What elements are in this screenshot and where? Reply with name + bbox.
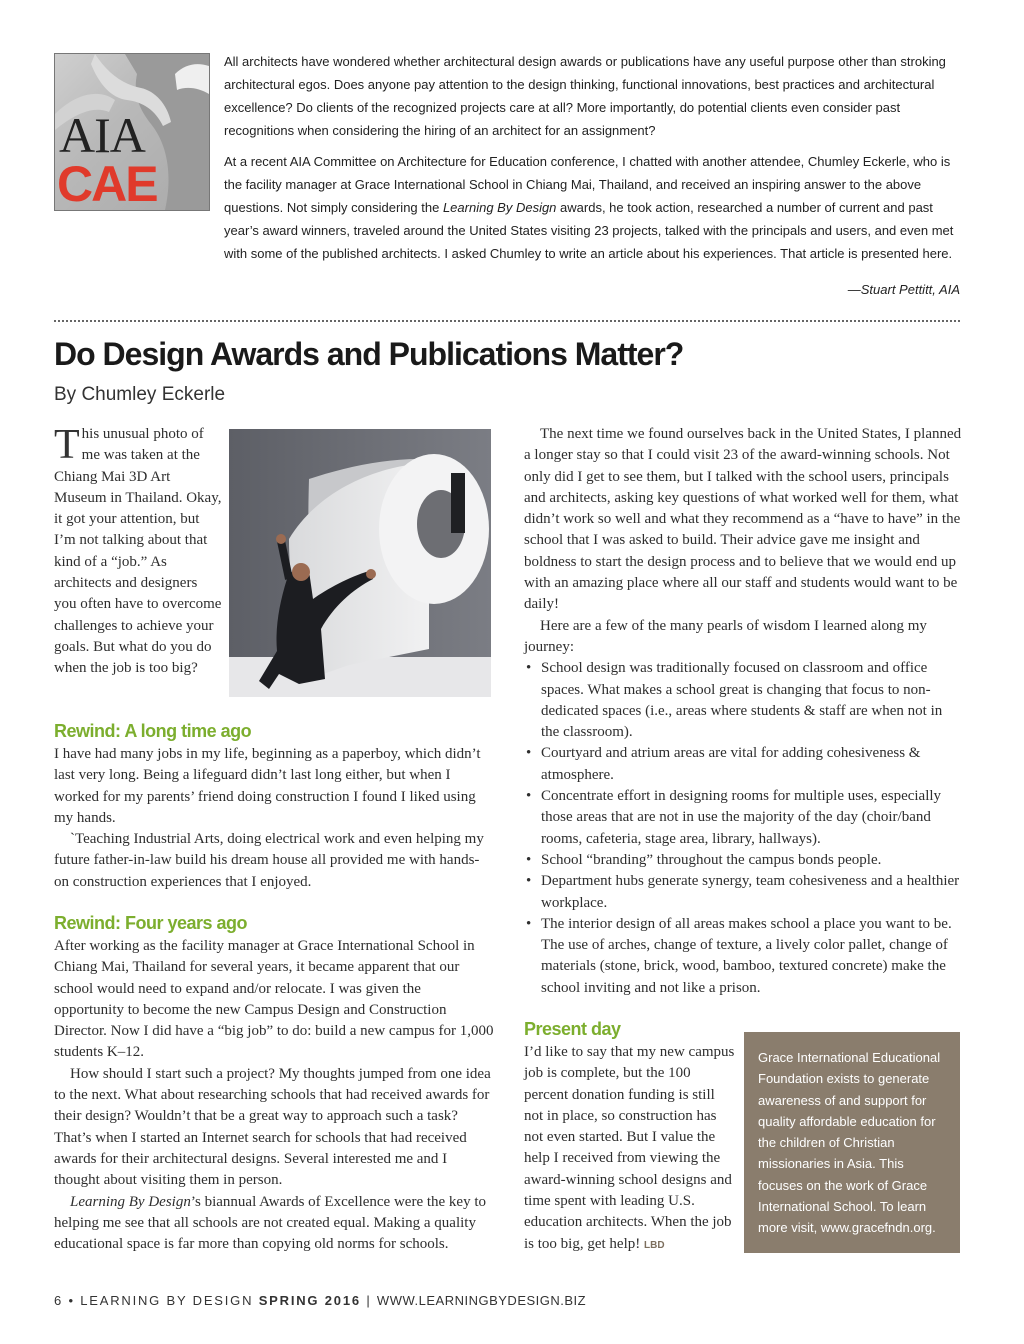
article-byline: By Chumley Eckerle [54, 384, 226, 405]
list-item: • The interior design of all areas makes school a place you want to be. The use of arches, change of texture, a lively color pallet, change of materials (stone, brick, wood, bamboo, textured concrete) make the school inviting and not like a prison. [524, 914, 962, 999]
publication-name: Learning By Design [70, 1193, 191, 1210]
intro-text: awards, he took action, researched a number of current and past year’s award winners, traveled around the United States visiting 23 projects, talked with the principals and users, and even met with some of the published architects. I asked Chumley to write an article about his experiences. That article is presented here. [224, 200, 954, 261]
intro-paragraph [224, 150, 964, 265]
intro-block [224, 50, 964, 273]
photo-caption-text: his unusual photo of me was taken at the Chiang Mai 3D Art Museum in Thailand. Okay, it got your attention, but I’m not talking about that kind of a “job.” As architects and designers you often have to overcome challenges to achieve your goals. But what do you do when the job is too big? [54, 426, 222, 677]
dotted-divider [54, 320, 960, 322]
issue-label: SPRING 2016 [258, 1293, 361, 1308]
body-text: I’d like to say that my new campus job is complete, but the 100 percent donation funding is still not in place, so construction has not even started. But I value the help I received from viewing the award-winning school designs and time spent with leading U.S. education architects. When the job is too big, get help! [524, 1044, 735, 1252]
body-paragraph: How should I start such a project? My thoughts jumped from one idea to the next. What about researching schools that had received awards for their design? Wouldn’t that be a great way to approach such a task? That’s when I started an Internet search for schools that had received awards for their architectural designs. Several interested me and I thought about visiting them in person. [54, 1065, 491, 1189]
section-body [54, 936, 494, 1255]
list-item: • Courtyard and atrium areas are vital for adding cohesiveness & atmosphere. [524, 743, 962, 786]
drop-cap: T [54, 422, 80, 468]
website-link[interactable]: WWW.LEARNINGBYDESIGN.BIZ [376, 1293, 587, 1308]
body-paragraph [524, 1042, 736, 1256]
page-footer [54, 1293, 586, 1308]
body-paragraph: `Teaching Industrial Arts, doing electrical work and even helping my future father-in-law build his dream house all provided me with hands-on construction experiences that I enjoyed. [54, 831, 484, 890]
list-item: • Concentrate effort in designing rooms for multiple uses, especially those areas that are not in use the majority of the day (choir/band rooms, cafeteria, stage area, library, hallways). [524, 786, 962, 850]
article-photo [229, 429, 491, 697]
section-heading: Present day [524, 1019, 621, 1039]
logo-text-aia: AIA [59, 107, 145, 163]
body-paragraph [54, 1192, 494, 1256]
intro-paragraph: All architects have wondered whether architectural design awards or publications have any useful purpose other than stroking architectural egos. Does anyone pay attention to the design thinking, functional innovations, best practices and architectural excellence? Do clients of the recognized projects care at all? More importantly, do potential clients even consider past recognitions when considering the hiring of an architect for an assignment? [224, 54, 946, 138]
magazine-name: LEARNING BY DESIGN [80, 1293, 254, 1308]
body-text: ’s biannual Awards of Excellence were the key to helping me see that all schools are not created equal. Making a quality educational space is far more than copying old norms for schools. [54, 1193, 487, 1253]
section-heading: Rewind: Four years ago [54, 913, 248, 933]
right-column [524, 424, 962, 999]
section-heading: Rewind: A long time ago [54, 721, 252, 741]
body-paragraph: I have had many jobs in my life, beginning as a paperboy, which didn’t last very long. Being a lifeguard didn’t last long either, but when I worked for my parents’ friend doing construction I found I liked using my hands. [54, 746, 481, 826]
wisdom-list [524, 658, 962, 999]
list-item: • School “branding” throughout the campus bonds people. [524, 850, 962, 871]
body-paragraph: After working as the facility manager at Grace International School in Chiang Mai, Thailand for several years, it became apparent that our school would need to expand and/or relocate. I was given the opportunity to become the new Campus Design and Construction Director. Now I did have a “big job” to do: build a new campus for 1,000 students K–12. [54, 938, 494, 1061]
section-body [524, 1042, 736, 1256]
photo-caption [54, 424, 222, 680]
intro-signature: —Stuart Pettitt, AIA [847, 282, 960, 297]
aia-cae-logo [54, 53, 210, 211]
section-body [54, 744, 494, 893]
logo-text-cae: CAE [57, 156, 157, 211]
end-mark: LBD [644, 1239, 665, 1251]
body-paragraph: Here are a few of the many pearls of wisdom I learned along my journey: [524, 617, 927, 655]
body-paragraph: The next time we found ourselves back in the United States, I planned a longer stay so that I could visit 23 of the award-winning schools. Not only did I get to see them, but I talked with the school users, principals and architects, asking key questions of what worked well for them, what didn’t work so well and what they recommend as a “have to have” in the school that I was asked to build. Their advice gave me insight and boldness to start the design process and to believe that we would end up with an amazing place where all our staff and students would want to be daily! [524, 426, 962, 613]
list-item: • School design was traditionally focused on classroom and office spaces. What makes a school great is changing that focus to non-dedicated spaces (i.e., areas where students & staff are when not in the classroom). [524, 658, 962, 743]
intro-text: At a recent AIA Committee on Architecture for Education conference, I chatted with another attendee, Chumley Eckerle, who is the facility manager at Grace International School in Chiang Mai, Thailand, and received an inspiring answer to the above questions. Not simply considering the [224, 154, 951, 215]
list-item: • Department hubs generate synergy, team cohesiveness and a healthier workplace. [524, 871, 962, 914]
footer-separator: | [366, 1293, 372, 1308]
publication-name: Learning By Design [442, 200, 557, 215]
foundation-sidebar: Grace International Educational Foundation exists to generate awareness of and support for quality affordable education for the children of Christian missionaries in Asia. This focuses on the work of Grace International School. To learn more visit, www.gracefndn.org. [744, 1032, 960, 1253]
footer-separator: • [68, 1293, 75, 1308]
article-title: Do Design Awards and Publications Matter? [54, 336, 684, 372]
page-number: 6 [54, 1293, 64, 1308]
